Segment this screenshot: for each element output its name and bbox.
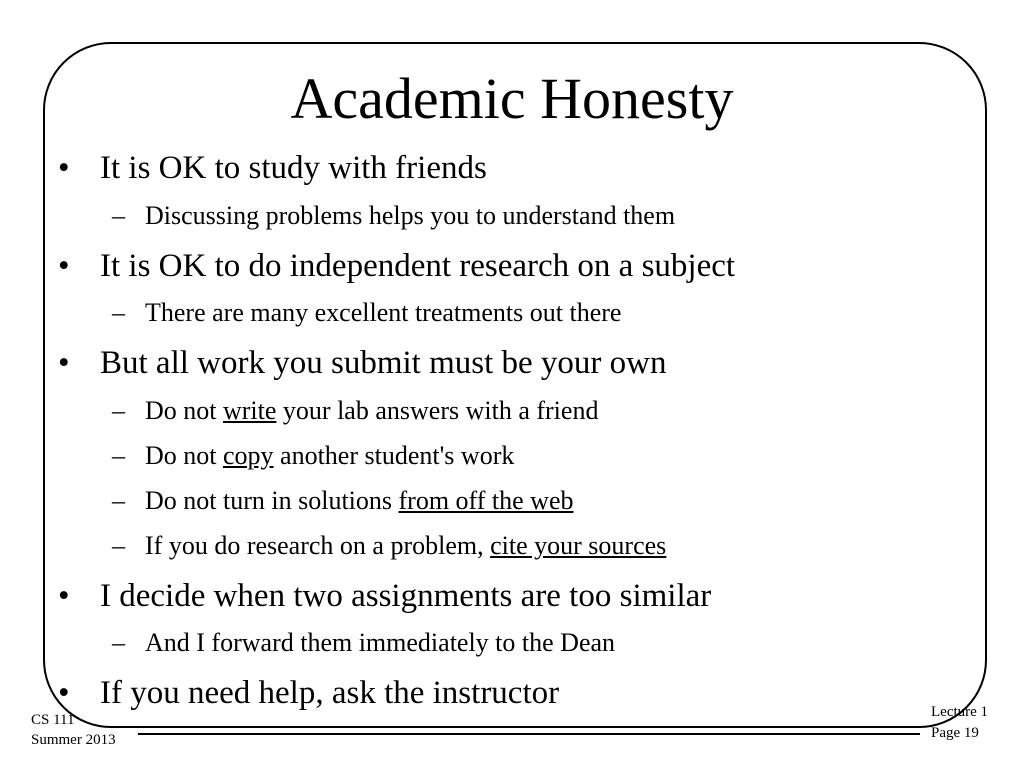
bullet-marker: • [58, 675, 70, 711]
sub-bullet-item [112, 485, 573, 517]
bullet-text: It is OK to study with friends [100, 150, 487, 186]
bullet-marker: • [58, 578, 70, 614]
dash-marker: – [112, 298, 125, 327]
sub-bullet-text-before: Do not [145, 396, 223, 425]
sub-bullet-item [112, 530, 666, 562]
dash-marker: – [112, 531, 125, 560]
footer-page: Page 19 [931, 725, 979, 741]
bullet-item [58, 246, 735, 286]
sub-bullet-text-after: another student's work [273, 441, 515, 470]
underlined-word: copy [223, 441, 274, 470]
sub-bullet-text: There are many excellent treatments out there [145, 298, 622, 327]
bullet-marker: • [58, 248, 70, 284]
footer-course: CS 111 [31, 712, 75, 728]
sub-bullet-text-before: Do not turn in solutions [145, 486, 399, 515]
underlined-phrase: from off the web [398, 486, 574, 515]
sub-bullet-item [112, 200, 675, 232]
sub-bullet-item [112, 395, 598, 427]
bullet-item [58, 148, 487, 188]
bullet-text: I decide when two assignments are too similar [100, 578, 712, 614]
dash-marker: – [112, 628, 125, 657]
sub-bullet-text-after: your lab answers with a friend [276, 396, 599, 425]
bullet-item [58, 576, 711, 616]
dash-marker: – [112, 396, 125, 425]
bullet-item [58, 343, 666, 383]
sub-bullet-item [112, 440, 514, 472]
sub-bullet-item [112, 297, 621, 329]
sub-bullet-item [112, 627, 615, 659]
sub-bullet-text-before: If you do research on a problem, [145, 531, 491, 560]
dash-marker: – [112, 201, 125, 230]
bullet-text: It is OK to do independent research on a subject [100, 248, 736, 284]
slide-title: Academic Honesty [290, 66, 734, 131]
sub-bullet-text: Discussing problems helps you to understand them [145, 201, 676, 230]
bullet-text: If you need help, ask the instructor [100, 675, 560, 711]
footer-lecture: Lecture 1 [931, 704, 989, 720]
dash-marker: – [112, 441, 125, 470]
bullet-text: But all work you submit must be your own [100, 345, 667, 381]
dash-marker: – [112, 486, 125, 515]
sub-bullet-text-before: Do not [145, 441, 223, 470]
sub-bullet-text: And I forward them immediately to the Dean [145, 628, 616, 657]
bullet-item [58, 673, 559, 713]
bullet-marker: • [58, 345, 70, 381]
footer-term: Summer 2013 [31, 732, 116, 748]
underlined-word: write [223, 396, 277, 425]
bullet-marker: • [58, 150, 70, 186]
underlined-phrase: cite your sources [490, 531, 667, 560]
